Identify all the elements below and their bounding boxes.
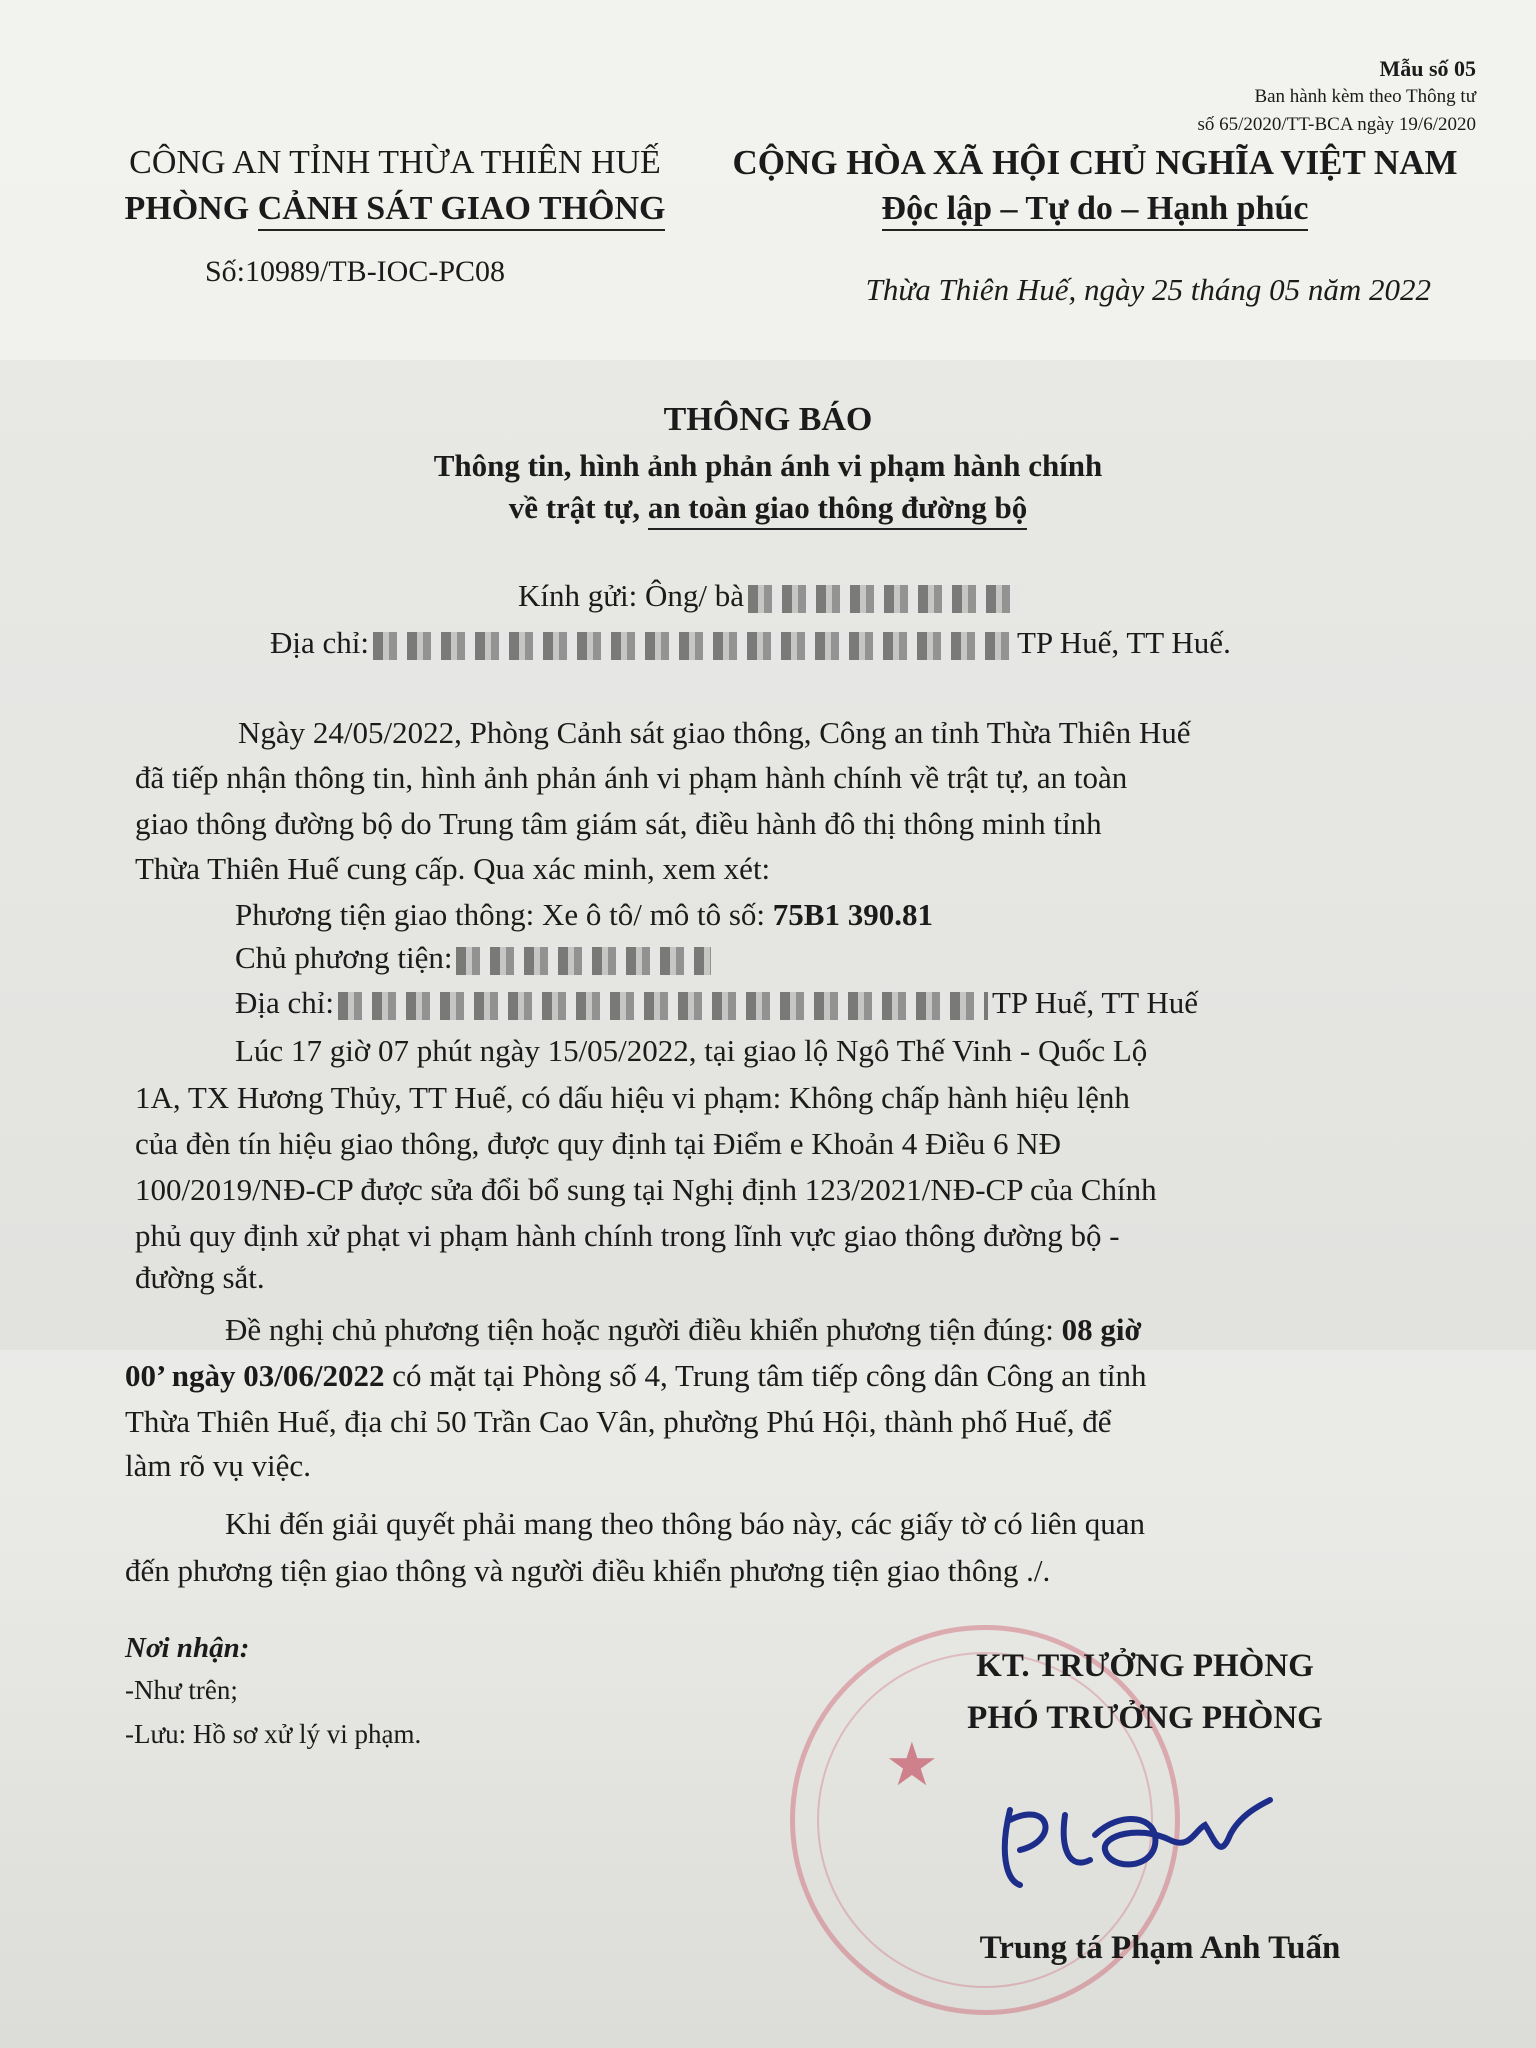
- nation-header: [700, 140, 1490, 232]
- signature-block: [870, 1640, 1420, 1744]
- redacted-name: [748, 585, 1018, 613]
- owner-label: Chủ phương tiện:: [235, 940, 453, 975]
- body-line: Ngày 24/05/2022, Phòng Cảnh sát giao thông, Công an tỉnh Thừa Thiên Huế: [238, 715, 1191, 750]
- document-subtitle-2: [0, 487, 1536, 529]
- body-line: của đèn tín hiệu giao thông, được quy định tại Điểm e Khoản 4 Điều 6 NĐ: [135, 1126, 1061, 1161]
- greeting-text: Kính gửi: Ông/ bà: [518, 578, 745, 613]
- form-number: Mẫu số 05: [1379, 56, 1476, 81]
- vehicle-label: Phương tiện giao thông: Xe ô tô/ mô tô số:: [235, 897, 773, 932]
- form-issued-line1: Ban hành kèm theo Thông tư: [1254, 86, 1476, 107]
- nation-motto-text: Độc lập – Tự do – Hạnh phúc: [882, 190, 1309, 231]
- owner-address-tail: TP Huế, TT Huế: [992, 985, 1199, 1020]
- recipients-title: Nơi nhận:: [125, 1632, 250, 1664]
- subtitle-2-prefix: về trật tự,: [508, 490, 648, 525]
- appointment-time: 08 giờ: [1061, 1312, 1142, 1347]
- body-line: [225, 1312, 1142, 1348]
- handwritten-signature: [990, 1790, 1280, 1900]
- form-info: [1197, 55, 1476, 139]
- vehicle-plate: 75B1 390.81: [772, 897, 933, 932]
- redacted-owner: [456, 947, 711, 975]
- body-line: Thừa Thiên Huế cung cấp. Qua xác minh, xem xét:: [135, 851, 771, 886]
- signature-title-2: PHÓ TRƯỞNG PHÒNG: [967, 1700, 1323, 1736]
- body-line: 100/2019/NĐ-CP được sửa đổi bổ sung tại Nghị định 123/2021/NĐ-CP của Chính: [135, 1172, 1157, 1207]
- document-subtitle-1: Thông tin, hình ảnh phản ánh vi phạm hành chính: [433, 448, 1103, 483]
- body-line: 1A, TX Hương Thủy, TT Huế, có dấu hiệu vi phạm: Không chấp hành hiệu lệnh: [135, 1080, 1130, 1115]
- vehicle-line: [235, 897, 933, 933]
- body-line: làm rõ vụ việc.: [125, 1448, 311, 1483]
- recipients: [125, 1628, 421, 1756]
- p3-rest: có mặt tại Phòng số 4, Trung tâm tiếp công dân Công an tỉnh: [384, 1358, 1147, 1393]
- nation-motto: [700, 186, 1490, 232]
- agency-header: [70, 140, 720, 232]
- body-line: [125, 1358, 1147, 1394]
- owner-address-line: [235, 985, 1198, 1021]
- recipient-item: -Như trên;: [125, 1675, 238, 1705]
- body-line: Thừa Thiên Huế, địa chỉ 50 Trần Cao Vân, phường Phú Hội, thành phố Huế, để: [125, 1404, 1112, 1439]
- address-label: Địa chỉ:: [270, 625, 369, 660]
- addressee-greeting: [518, 578, 1022, 614]
- address-tail: TP Huế, TT Huế.: [1017, 625, 1231, 660]
- subtitle-2-underlined: an toàn giao thông đường bộ: [648, 490, 1027, 530]
- seal-star-icon: ★: [885, 1732, 939, 1798]
- body-line: Khi đến giải quyết phải mang theo thông báo này, các giấy tờ có liên quan: [225, 1506, 1146, 1541]
- body-line: Lúc 17 giờ 07 phút ngày 15/05/2022, tại giao lộ Ngô Thế Vinh - Quốc Lộ: [235, 1033, 1148, 1068]
- nation-name: CỘNG HÒA XÃ HỘI CHỦ NGHĨA VIỆT NAM: [732, 143, 1458, 182]
- agency-line2: [70, 186, 720, 232]
- body-line: đã tiếp nhận thông tin, hình ảnh phản ánh vi phạm hành chính về trật tự, an toàn: [135, 760, 1128, 795]
- signature-title-1: KT. TRƯỞNG PHÒNG: [976, 1648, 1314, 1684]
- redacted-address: [373, 632, 1013, 660]
- owner-line: [235, 940, 715, 976]
- agency-line2-underlined: CẢNH SÁT GIAO THÔNG: [258, 190, 666, 231]
- body-line: giao thông đường bộ do Trung tâm giám sát, điều hành đô thị thông minh tỉnh: [135, 806, 1102, 841]
- body-line: đến phương tiện giao thông và người điều khiển phương tiện giao thông ./.: [125, 1553, 1051, 1588]
- agency-line2-prefix: PHÒNG: [124, 190, 258, 227]
- agency-line1: CÔNG AN TỈNH THỪA THIÊN HUẾ: [129, 144, 661, 181]
- body-line: phủ quy định xử phạt vi phạm hành chính trong lĩnh vực giao thông đường bộ -: [135, 1218, 1120, 1253]
- owner-address-label: Địa chỉ:: [235, 985, 334, 1020]
- form-issued-line2: số 65/2020/TT-BCA ngày 19/6/2020: [1197, 114, 1476, 135]
- recipient-item: -Lưu: Hồ sơ xử lý vi phạm.: [125, 1719, 422, 1749]
- redacted-owner-address: [338, 992, 988, 1020]
- place-date: Thừa Thiên Huế, ngày 25 tháng 05 năm 2022: [865, 272, 1431, 307]
- document-number: Số:10989/TB-IOC-PC08: [205, 255, 506, 288]
- appointment-date: 00’ ngày 03/06/2022: [125, 1358, 385, 1393]
- p3-prefix: Đề nghị chủ phương tiện hoặc người điều khiển phương tiện đúng:: [225, 1312, 1062, 1347]
- signer-name: Trung tá Phạm Anh Tuấn: [979, 1930, 1341, 1966]
- title-block: [0, 395, 1536, 529]
- document-title: THÔNG BÁO: [663, 401, 873, 438]
- body-line: đường sắt.: [135, 1260, 265, 1295]
- addressee-address: [270, 625, 1231, 661]
